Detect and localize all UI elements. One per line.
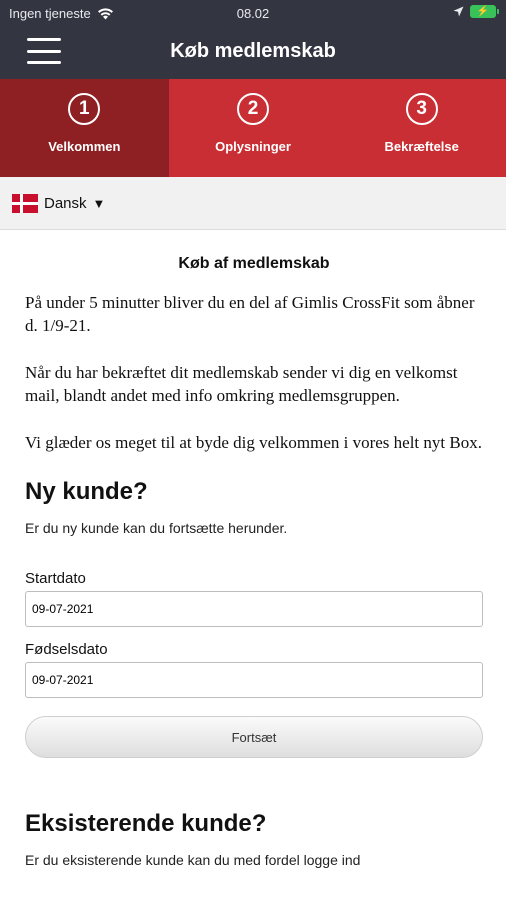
intro-paragraph: Når du har bekræftet dit medlemskab sender vi dig en velkomst mail, blandt andet med info omkring medlemsgruppen. xyxy=(25,363,458,405)
danish-flag-icon xyxy=(12,194,38,213)
step-label: Oplysninger xyxy=(215,139,291,154)
language-selector[interactable] xyxy=(0,177,506,230)
location-arrow-icon xyxy=(453,6,464,17)
intro-paragraph: På under 5 minutter bliver du en del af Gimlis CrossFit som åbner d. 1/9-21. xyxy=(25,293,475,335)
status-bar xyxy=(0,0,506,26)
continue-button[interactable]: Fortsæt xyxy=(25,716,483,758)
battery-icon: ⚡ xyxy=(470,5,496,18)
new-customer-heading: Ny kunde? xyxy=(25,478,148,505)
section-title: Køb af medlemskab xyxy=(178,255,330,272)
main-content xyxy=(25,255,483,868)
status-right xyxy=(453,5,496,18)
step-label: Velkommen xyxy=(48,139,121,154)
step-number: 2 xyxy=(237,93,269,125)
step-number: 3 xyxy=(406,93,438,125)
page-title: Køb medlemskab xyxy=(170,40,336,62)
birth-date-input[interactable] xyxy=(25,662,483,698)
top-bar xyxy=(0,0,506,79)
progress-steps xyxy=(0,79,506,177)
step-welcome[interactable] xyxy=(0,79,169,177)
intro-paragraph: Vi glæder os meget til at byde dig velkommen i vores helt nyt Box. xyxy=(25,433,482,452)
caret-down-icon: ▼ xyxy=(92,195,106,211)
step-number: 1 xyxy=(68,93,100,125)
new-customer-note: Er du ny kunde kan du fortsætte herunder. xyxy=(25,520,288,536)
existing-customer-heading: Eksisterende kunde? xyxy=(25,810,267,837)
start-date-input[interactable] xyxy=(25,591,483,627)
language-label: Dansk xyxy=(44,194,87,212)
existing-customer-note: Er du eksisterende kunde kan du med fordel logge ind xyxy=(25,852,361,868)
status-time: 08.02 xyxy=(236,6,270,21)
birth-date-label: Fødselsdato xyxy=(25,641,108,658)
step-confirmation[interactable] xyxy=(337,79,506,177)
carrier-label: Ingen tjeneste xyxy=(9,6,91,21)
step-label: Bekræftelse xyxy=(384,139,459,154)
step-information[interactable] xyxy=(169,79,338,177)
start-date-label: Startdato xyxy=(25,570,86,587)
